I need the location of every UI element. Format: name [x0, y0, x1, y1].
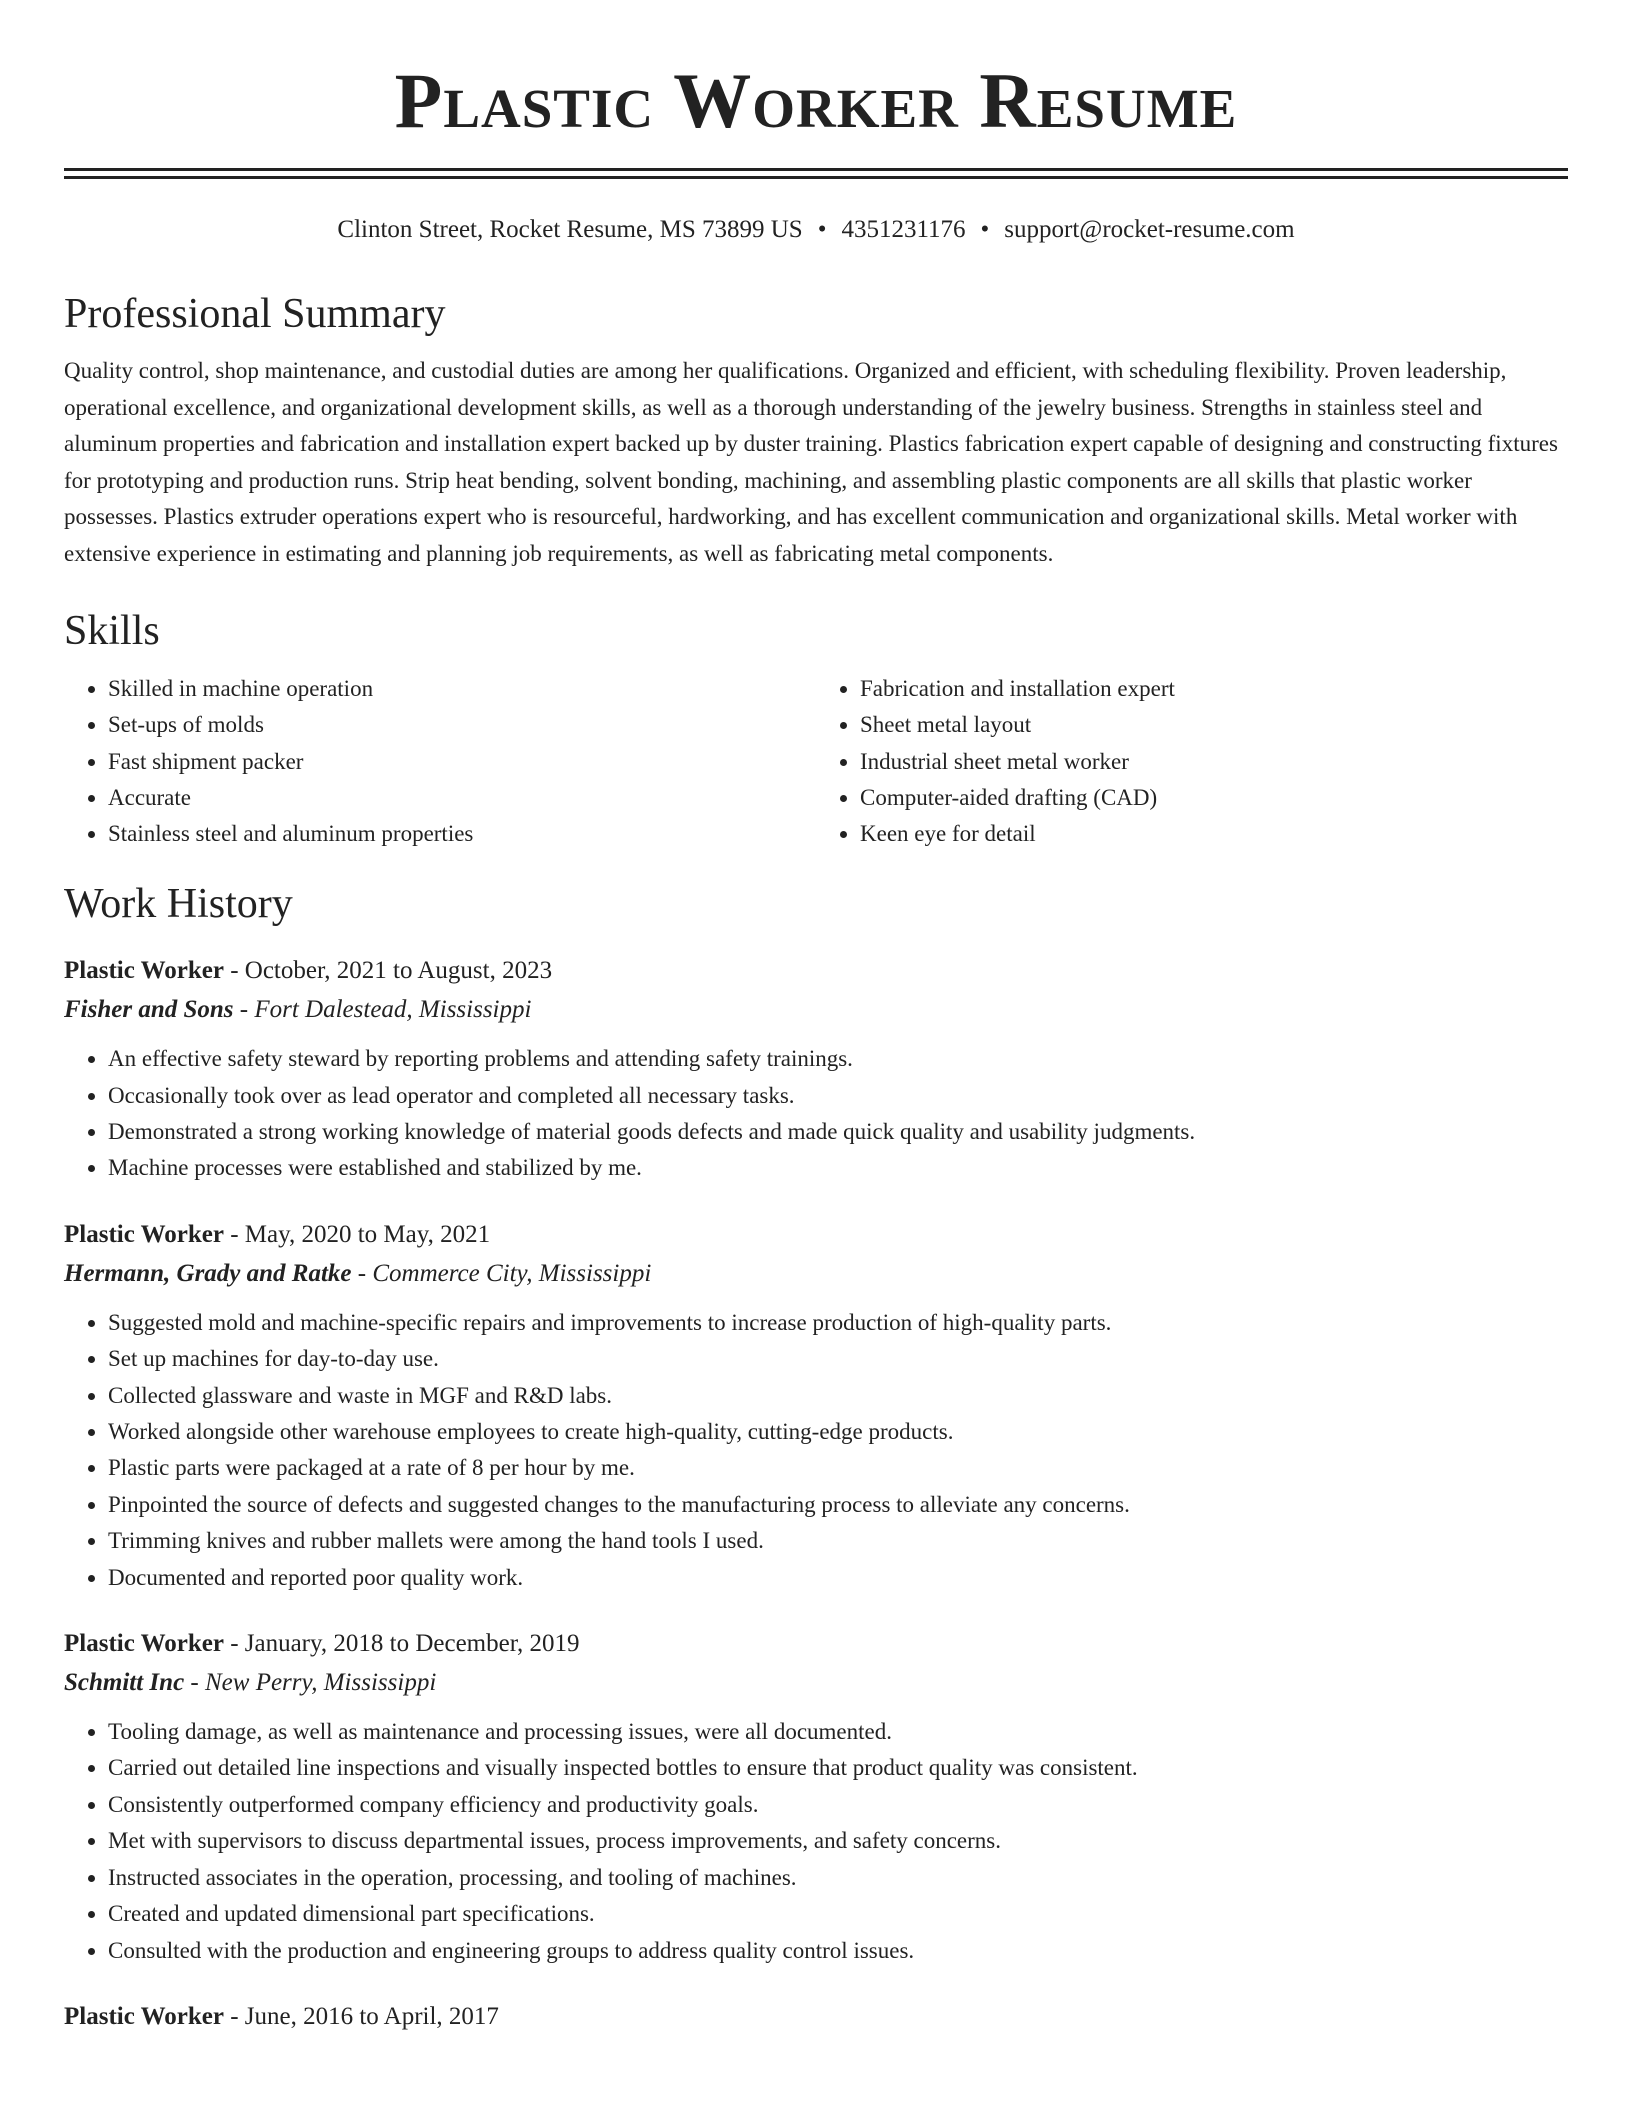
- job-bullet: • Set up machines for day-to-day use.: [108, 1341, 1568, 1377]
- contact-address: Clinton Street, Rocket Resume, MS 73899 US: [337, 216, 803, 243]
- skills-heading: Skills: [64, 608, 160, 655]
- skill-item: • Fast shipment packer: [108, 744, 816, 780]
- job-title: Plastic Worker: [64, 1220, 224, 1248]
- job-bullet: • An effective safety steward by reporting problems and attending safety trainings.: [108, 1041, 1568, 1077]
- contact-separator: •: [980, 216, 990, 243]
- job-bullets: [64, 1305, 1568, 1596]
- skills-column-right: [816, 671, 1568, 853]
- job-title-line: [64, 1215, 1568, 1254]
- job-dates: - May, 2020 to May, 2021: [223, 1220, 491, 1248]
- skill-item: • Keen eye for detail: [860, 816, 1568, 852]
- summary-text: Quality control, shop maintenance, and custodial duties are among her qualifications. Organized and efficient, with scheduling flexibility. Proven leadership, operational excellence, and organizational development skills, as well as a thorough understanding of the jewelry business. Strengths in stainless steel and aluminum properties and fabrication and installation expert backed up by duster training. Plastics fabrication expert capable of designing and constructing fixtures for prototyping and production runs. Strip heat bending, solvent bonding, machining, and assembling plastic components are all skills that plastic worker possesses. Plastics extruder operations expert who is resourceful, hardworking, and has excellent communication and organizational skills. Metal worker with extensive experience in estimating and planning job requirements, as well as fabricating metal components.: [64, 358, 1558, 566]
- job-title: Plastic Worker: [64, 957, 224, 985]
- job-dates: - June, 2016 to April, 2017: [223, 2002, 499, 2030]
- job-bullet: • Occasionally took over as lead operator and completed all necessary tasks.: [108, 1078, 1568, 1114]
- job-entry: [64, 1215, 1568, 1596]
- skill-item: • Accurate: [108, 780, 816, 816]
- skills-column-left: [64, 671, 816, 853]
- job-entry: [64, 1997, 1568, 2036]
- job-bullet: • Trimming knives and rubber mallets were among the hand tools I used.: [108, 1523, 1568, 1559]
- job-title: Plastic Worker: [64, 1630, 224, 1658]
- job-title-line: [64, 1997, 1568, 2036]
- skill-item: • Industrial sheet metal worker: [860, 744, 1568, 780]
- contact-separator: •: [817, 216, 827, 243]
- job-bullet: • Created and updated dimensional part specifications.: [108, 1896, 1568, 1932]
- job-bullet: • Met with supervisors to discuss departmental issues, process improvements, and safety concerns.: [108, 1823, 1568, 1859]
- skill-item: • Set-ups of molds: [108, 707, 816, 743]
- company-name: Schmitt Inc: [64, 1669, 185, 1697]
- company-name: Fisher and Sons: [64, 996, 234, 1024]
- job-bullet: • Demonstrated a strong working knowledge of material goods defects and made quick quality and usability judgments.: [108, 1114, 1568, 1150]
- job-dates: - October, 2021 to August, 2023: [223, 957, 553, 985]
- company-line: [64, 990, 1568, 1029]
- page-title: Plastic Worker Resume: [394, 57, 1238, 144]
- job-bullet: • Instructed associates in the operation, processing, and tooling of machines.: [108, 1860, 1568, 1896]
- contact-line: [64, 215, 1568, 245]
- job-bullet: • Suggested mold and machine-specific repairs and improvements to increase production of high-quality parts.: [108, 1305, 1568, 1341]
- job-entry: [64, 951, 1568, 1187]
- job-title: Plastic Worker: [64, 2002, 224, 2030]
- work-history-list: [64, 951, 1568, 2036]
- job-title-line: [64, 1624, 1568, 1663]
- company-location: - Fort Dalestead, Mississippi: [233, 996, 532, 1024]
- job-bullet: • Worked alongside other warehouse employees to create high-quality, cutting-edge products.: [108, 1414, 1568, 1450]
- company-line: [64, 1663, 1568, 1702]
- company-location: - Commerce City, Mississippi: [351, 1259, 652, 1287]
- skill-item: • Stainless steel and aluminum properties: [108, 816, 816, 852]
- job-dates: - January, 2018 to December, 2019: [223, 1630, 580, 1658]
- skill-item: • Computer-aided drafting (CAD): [860, 780, 1568, 816]
- contact-email: support@rocket-resume.com: [1004, 216, 1295, 243]
- job-bullet: • Pinpointed the source of defects and suggested changes to the manufacturing process to alleviate any concerns.: [108, 1487, 1568, 1523]
- job-bullet: • Tooling damage, as well as maintenance and processing issues, were all documented.: [108, 1714, 1568, 1750]
- contact-phone: 4351231176: [841, 216, 966, 243]
- job-title-line: [64, 951, 1568, 990]
- work-history-heading: Work History: [64, 880, 293, 927]
- summary-heading: Professional Summary: [64, 291, 446, 337]
- title-divider: [64, 168, 1568, 179]
- job-bullet: • Consulted with the production and engineering groups to address quality control issues.: [108, 1933, 1568, 1969]
- job-bullet: • Plastic parts were packaged at a rate of 8 per hour by me.: [108, 1450, 1568, 1486]
- skills-list: [64, 671, 1568, 853]
- company-location: - New Perry, Mississippi: [184, 1669, 437, 1697]
- company-name: Hermann, Grady and Ratke: [64, 1259, 352, 1287]
- job-entry: [64, 1624, 1568, 1969]
- skill-item: • Fabrication and installation expert: [860, 671, 1568, 707]
- job-bullet: • Documented and reported poor quality work.: [108, 1560, 1568, 1596]
- job-bullet: • Collected glassware and waste in MGF and R&D labs.: [108, 1378, 1568, 1414]
- skill-item: • Sheet metal layout: [860, 707, 1568, 743]
- job-bullet: • Carried out detailed line inspections and visually inspected bottles to ensure that product quality was consistent.: [108, 1750, 1568, 1786]
- job-bullets: [64, 1714, 1568, 1969]
- company-line: [64, 1254, 1568, 1293]
- skill-item: • Skilled in machine operation: [108, 671, 816, 707]
- job-bullet: • Machine processes were established and stabilized by me.: [108, 1150, 1568, 1186]
- job-bullet: • Consistently outperformed company efficiency and productivity goals.: [108, 1787, 1568, 1823]
- job-bullets: [64, 1041, 1568, 1187]
